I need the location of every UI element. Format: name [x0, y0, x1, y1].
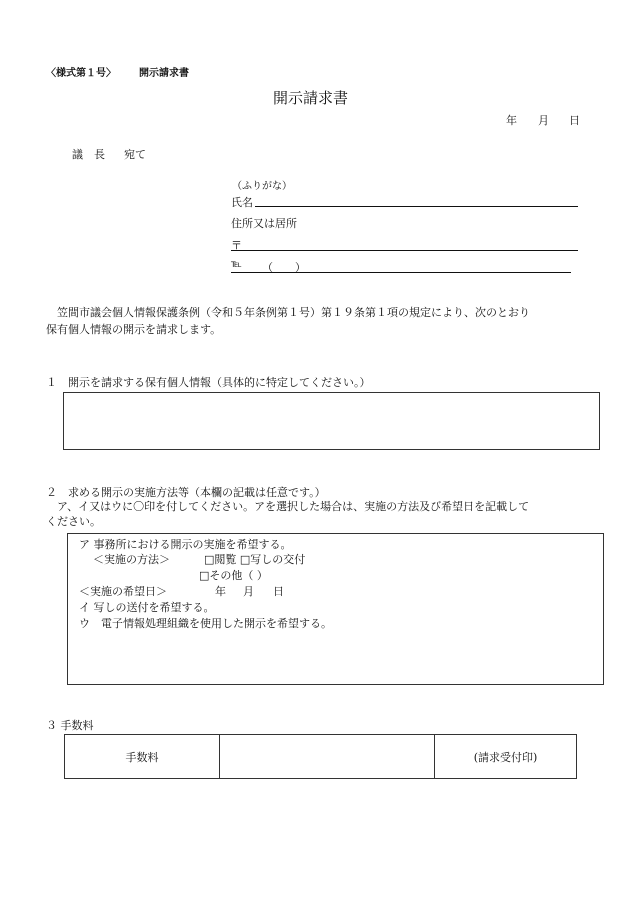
section2-heading: ２ 求める開示の実施方法等（本欄の記載は任意です。）: [46, 486, 326, 499]
furigana-label: （ふりがな）: [232, 181, 292, 192]
section2-instruction-2: ください。: [46, 515, 101, 528]
method-label: ＜実施の方法＞: [93, 553, 170, 566]
preferred-date-day: 日: [273, 585, 284, 598]
fee-value-cell[interactable]: [220, 735, 435, 778]
postal-mark: 〒: [231, 239, 242, 252]
section2-instruction-1: ア、イ又はウに〇印を付してください。アを選択した場合は、実施の方法及び希望日を記載して: [46, 500, 530, 513]
date-year: 年: [506, 114, 517, 127]
fee-label: 手数料: [125, 750, 159, 764]
method-choice-other[interactable]: □その他（ ）: [199, 569, 268, 582]
disclosure-method-box: [67, 533, 604, 685]
name-field[interactable]: [255, 206, 578, 207]
intro-line-1: 笠間市議会個人情報保護条例（令和５年条例第１号）第１９条第１項の規定により、次のとおり: [46, 306, 530, 319]
tel-paren: （ ）: [262, 261, 306, 274]
form-name: 開示請求書: [139, 68, 189, 79]
intro-line-2: 保有個人情報の開示を請求します。: [46, 323, 222, 336]
tel-label: ℡: [231, 259, 242, 270]
page-title: 開示請求書: [273, 89, 349, 107]
fee-table: [64, 734, 577, 779]
requested-info-box[interactable]: [63, 392, 600, 450]
stamp-cell: [435, 735, 576, 778]
address-label: 住所又は居所: [231, 217, 297, 230]
option-a[interactable]: ア 事務所における開示の実施を希望する。: [79, 538, 292, 551]
tel-field[interactable]: [231, 272, 571, 273]
preferred-date-label: ＜実施の希望日＞: [79, 585, 167, 598]
form-number: 〈様式第１号〉: [46, 68, 116, 79]
name-label: 氏名: [231, 196, 253, 209]
section1-heading: １ 開示を請求する保有個人情報（具体的に特定してください。）: [46, 376, 371, 389]
method-choice-view-copy[interactable]: □閲覧 □写しの交付: [204, 553, 306, 566]
option-c[interactable]: ウ 電子情報処理組織を使用した開示を希望する。: [79, 617, 332, 630]
fee-label-cell: [65, 735, 220, 778]
preferred-date-month: 月: [243, 585, 254, 598]
addressee-chair: 議 長: [72, 148, 105, 161]
stamp-label: (請求受付印): [473, 750, 538, 764]
option-b[interactable]: イ 写しの送付を希望する。: [79, 601, 215, 614]
date-month: 月: [538, 114, 549, 127]
section3-heading: ３ 手数料: [46, 719, 94, 732]
preferred-date-year: 年: [215, 585, 226, 598]
date-day: 日: [569, 114, 580, 127]
address-field[interactable]: [231, 250, 578, 251]
addressee-to: 宛て: [124, 148, 146, 161]
